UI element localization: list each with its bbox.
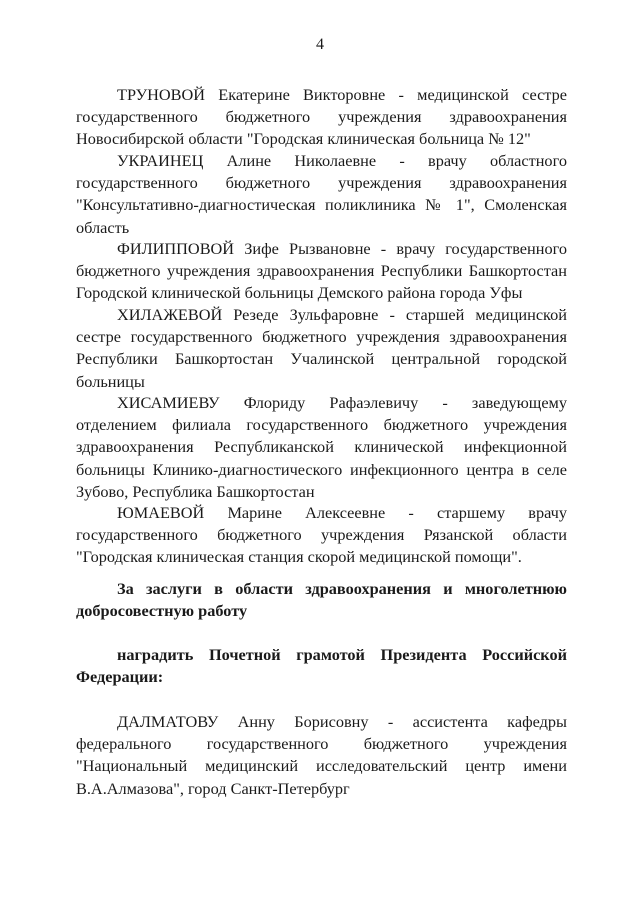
award-entry: ХИЛАЖЕВОЙ Резеде Зульфаровне - старшей медицинской сестре государственного бюджетного учреждения здравоохранения Республики Башкортостан Учалинской центральной городской больницы <box>76 305 567 391</box>
award-heading: наградить Почетной грамотой Президента Российской Федерации: <box>76 645 567 687</box>
award-entry: ТРУНОВОЙ Екатерине Викторовне - медицинской сестре государственного бюджетного учреждения здравоохранения Новосибирской области "Городская клиническая больница № 12" <box>76 85 567 149</box>
merit-heading: За заслуги в области здравоохранения и многолетнюю добросовестную работу <box>76 579 567 621</box>
award-entry: ДАЛМАТОВУ Анну Борисовну - ассистента кафедры федерального государственного бюджетного учреждения "Национальный медицинский исследовательский центр имени В.А.Алмазова", город Санкт-Петербург <box>76 712 567 798</box>
page-number: 4 <box>316 36 324 53</box>
award-entry: ХИСАМИЕВУ Флориду Рафаэлевичу - заведующему отделением филиала государственного бюджетного учреждения здравоохранения Республиканской клинической инфекционной больницы Клинико-диагностического инфекционного центра в селе Зубово, Республика Башкортостан <box>76 393 567 501</box>
award-entry: УКРАИНЕЦ Алине Николаевне - врачу областного государственного бюджетного учреждения здравоохранения "Консультативно-диагностическая поликлиника № 1", Смоленская область <box>76 151 567 237</box>
award-entry: ФИЛИППОВОЙ Зифе Рызвановне - врачу государственного бюджетного учреждения здравоохранения Республики Башкортостан Городской клинической больницы Демского района города Уфы <box>76 239 567 303</box>
award-entry: ЮМАЕВОЙ Марине Алексеевне - старшему врачу государственного бюджетного учреждения Рязанской области "Городская клиническая станция скорой медицинской помощи". <box>76 503 567 567</box>
